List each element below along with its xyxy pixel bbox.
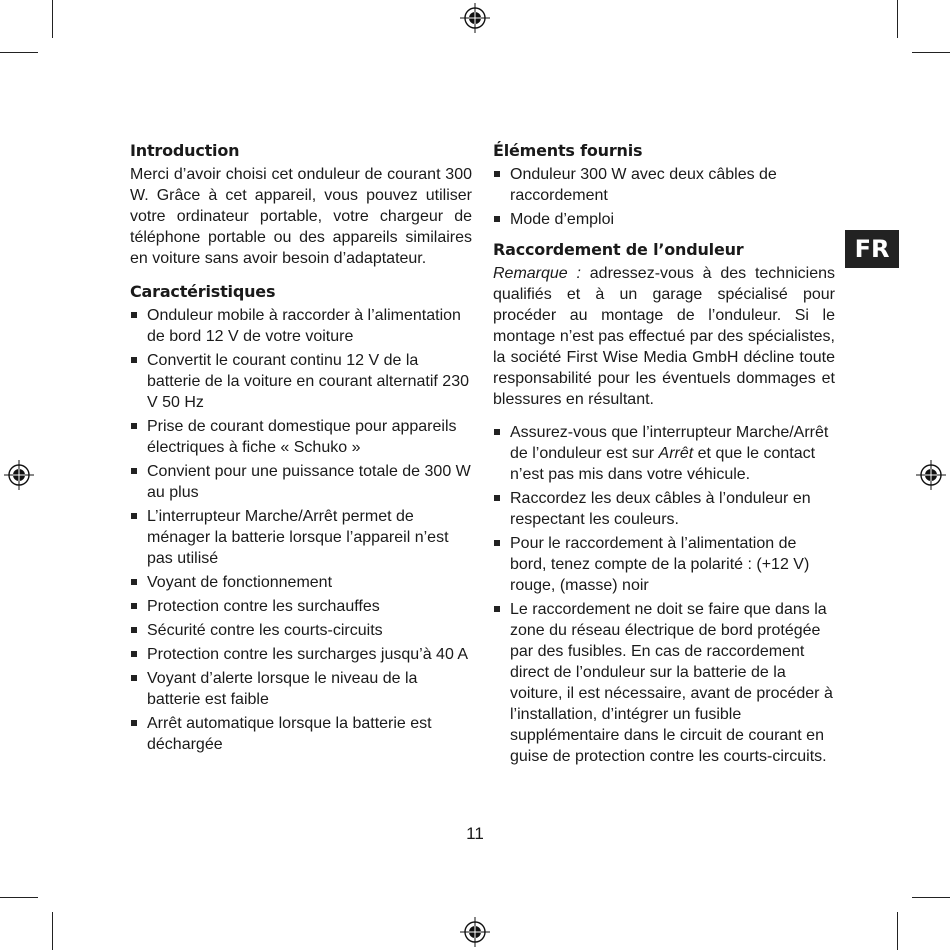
list-item: Voyant d’alerte lorsque le niveau de la batterie est faible	[130, 668, 472, 710]
list-item: Assurez-vous que l’interrupteur Marche/Arrêt de l’onduleur est sur Arrêt et que le contact n’est pas mis dans votre véhicule.	[493, 422, 835, 485]
crop-mark	[897, 0, 898, 38]
list-item: Raccordez les deux câbles à l’onduleur en respectant les couleurs.	[493, 488, 835, 530]
list-item: Convertit le courant continu 12 V de la batterie de la voiture en courant alternatif 230 V 50 Hz	[130, 350, 472, 413]
bullet-icon	[131, 312, 137, 318]
remark-text: adressez-vous à des techniciens qualifiés et à un garage spécialisé pour procéder au montage de l’onduleur. Si le montage n’est pas effectué par des spécialistes, la société First Wise Media GmbH décline toute responsabilité pour les éventuels dommages et blessures en résultant.	[493, 265, 836, 408]
bullet-icon	[131, 675, 137, 681]
remark-paragraph	[493, 263, 835, 410]
page-number: 11	[466, 824, 484, 843]
bullet-icon	[131, 579, 137, 585]
features-heading: Caractéristiques	[130, 282, 276, 301]
bullet-icon	[494, 495, 500, 501]
bullet-icon	[131, 651, 137, 657]
introduction-heading: Introduction	[130, 141, 240, 160]
connection-steps-list	[493, 422, 835, 767]
left-column	[130, 140, 472, 755]
bullet-icon	[494, 216, 500, 222]
connection-heading: Raccordement de l’onduleur	[493, 240, 744, 259]
registration-mark-icon	[916, 460, 946, 490]
right-column	[493, 140, 835, 767]
bullet-icon	[131, 468, 137, 474]
bullet-icon	[494, 540, 500, 546]
list-item: Convient pour une puissance totale de 300 W au plus	[130, 461, 472, 503]
remark-label: Remarque :	[493, 265, 581, 282]
bullet-icon	[494, 606, 500, 612]
bullet-icon	[131, 627, 137, 633]
crop-mark	[52, 0, 53, 38]
features-list	[130, 305, 472, 755]
crop-mark	[912, 897, 950, 898]
list-item: Prise de courant domestique pour appareils électriques à fiche « Schuko »	[130, 416, 472, 458]
supplied-items-list	[493, 164, 835, 230]
bullet-icon	[494, 429, 500, 435]
bullet-icon	[131, 423, 137, 429]
crop-mark	[0, 897, 38, 898]
list-item: Pour le raccordement à l’alimentation de bord, tenez compte de la polarité : (+12 V) rouge, (masse) noir	[493, 533, 835, 596]
introduction-text: Merci d’avoir choisi cet onduleur de courant 300 W. Grâce à cet appareil, vous pouvez utiliser votre ordinateur portable, votre chargeur de téléphone portable ou des appareils similaires en voiture sans avoir besoin d’adaptateur.	[130, 166, 472, 267]
list-item: Mode d’emploi	[493, 209, 835, 230]
supplied-items-heading: Éléments fournis	[493, 141, 643, 160]
list-item: Le raccordement ne doit se faire que dans la zone du réseau électrique de bord protégée par des fusibles. En cas de raccordement direct de l’onduleur sur la batterie de la voiture, il est nécessaire, avant de procéder à l’installation, d’intégrer un fusible supplémentaire dans le circuit de courant en guise de protection contre les courts-circuits.	[493, 599, 835, 767]
language-tab: FR	[845, 230, 899, 268]
bullet-icon	[131, 513, 137, 519]
registration-mark-icon	[460, 3, 490, 33]
list-item: L’interrupteur Marche/Arrêt permet de ménager la batterie lorsque l’appareil n’est pas utilisé	[130, 506, 472, 569]
list-item: Onduleur mobile à raccorder à l’alimentation de bord 12 V de votre voiture	[130, 305, 472, 347]
registration-mark-icon	[460, 917, 490, 947]
crop-mark	[0, 52, 38, 53]
list-item: Protection contre les surcharges jusqu’à 40 A	[130, 644, 472, 665]
bullet-icon	[131, 603, 137, 609]
list-item: Protection contre les surchauffes	[130, 596, 472, 617]
list-item: Sécurité contre les courts-circuits	[130, 620, 472, 641]
bullet-icon	[494, 171, 500, 177]
list-item: Voyant de fonctionnement	[130, 572, 472, 593]
registration-mark-icon	[4, 460, 34, 490]
bullet-icon	[131, 357, 137, 363]
bullet-icon	[131, 720, 137, 726]
list-item: Onduleur 300 W avec deux câbles de raccordement	[493, 164, 835, 206]
crop-mark	[912, 52, 950, 53]
list-item: Arrêt automatique lorsque la batterie est déchargée	[130, 713, 472, 755]
crop-mark	[897, 912, 898, 950]
crop-mark	[52, 912, 53, 950]
